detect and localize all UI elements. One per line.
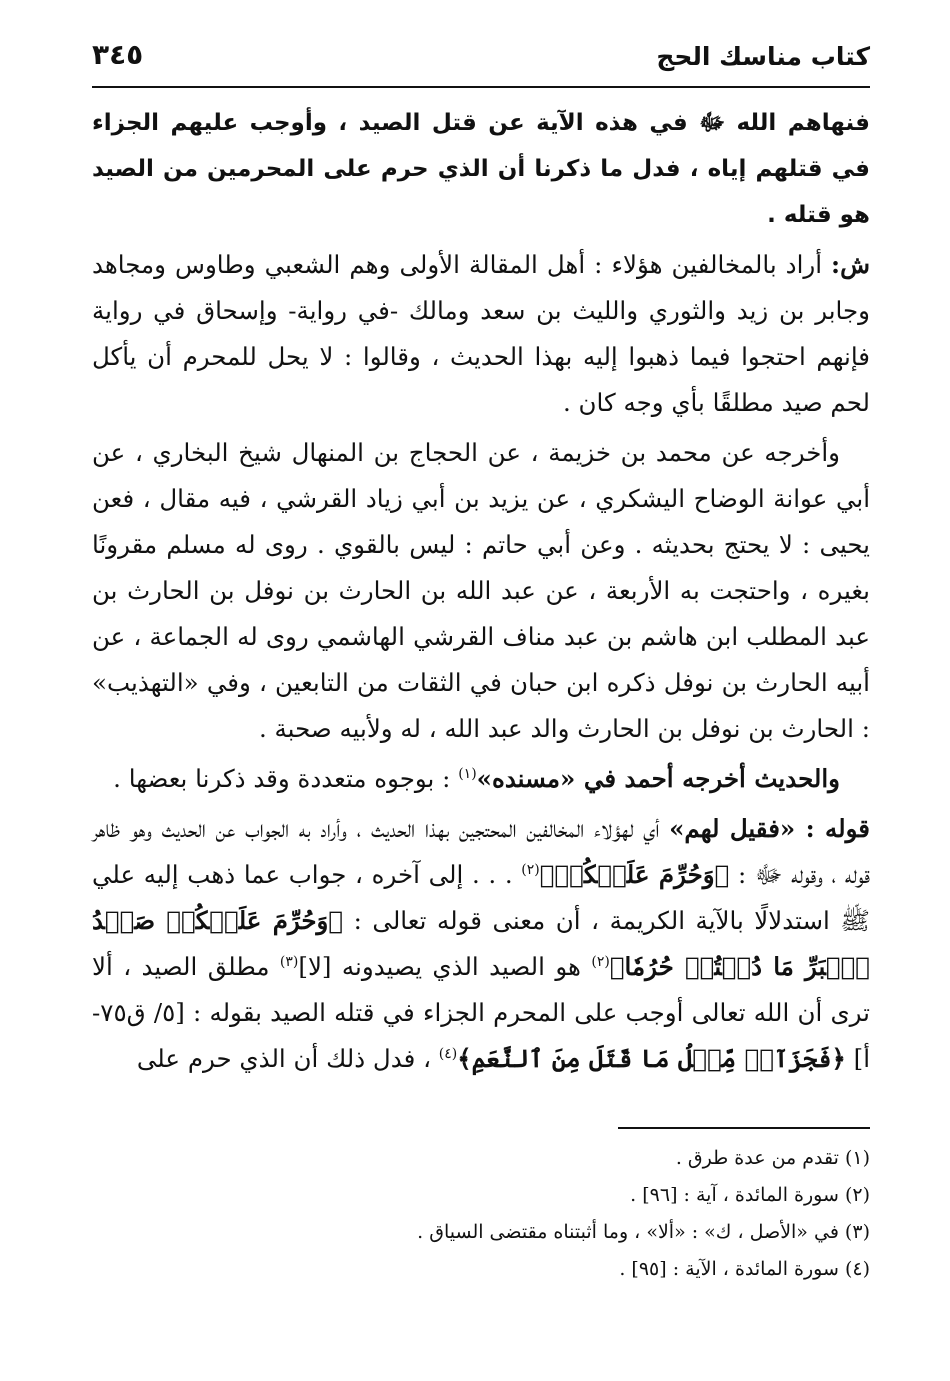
- footnote-1: (١) تقدم من عدة طرق .: [675, 1147, 870, 1169]
- qawluhu-text-4: مطلق الصيد ، ألا ترى أن الله تعالى أوجب على المحرم الجزاء في قتله الصيد بقوله : [٥/ ق٧٥-أ]: [92, 952, 870, 1073]
- matn-paragraph: [92, 100, 870, 238]
- qawluhu-text-5: ، فدل ذلك أن الذي حرم على: [136, 1044, 439, 1073]
- sharh-text: أراد بالمخالفين هؤلاء : أهل المقالة الأولى وهم الشعبي وطاوس ومجاهد وجابر بن زيد والثوري والليث بن سعد ومالك -في رواية- وإسحاق في رواية فإنهم احتجوا فيما ذهبوا إليه بهذا الحديث ، وقالوا : لا يحل للمحرم أن يأكل لحم صيد مطلقًا بأي وجه كان .: [92, 250, 870, 417]
- footnotes: [92, 1140, 870, 1288]
- running-title: كتاب مناسك الحج: [656, 42, 870, 71]
- footnote-ref-3: (٣): [279, 953, 299, 970]
- footnote-3: (٣) في «الأصل ، ك» : «ألا» ، وما أثبتناه مقتضى السياق .: [417, 1221, 870, 1243]
- qawluhu-text-2: . . . إلى آخره ، جواب عما ذهب إليه علي ﷺ استدلالًا بالآية الكريمة ، أن معنى قوله تعالى :: [92, 860, 870, 935]
- footnote-ref-2a: (٢): [521, 861, 540, 878]
- musnad-text: : بوجوه متعددة وقد ذكرنا بعضها .: [113, 764, 459, 793]
- page-header: [92, 34, 870, 88]
- qawluhu-text-1: أي لهؤلاء المخالفين المحتجين بهذا الحديث ، وأراد به الجواب عن الحديث وهو ظاهر قوله ، وقوله ﷻ :: [92, 814, 870, 889]
- qawluhu-text-3: هو الصيد الذي يصيدونه [لا]: [298, 952, 592, 981]
- musnad-paragraph: [92, 756, 870, 802]
- footnote-4: (٤) سورة المائدة ، الآية : [٩٥] .: [619, 1258, 870, 1280]
- page-number: ٣٤٥: [92, 38, 144, 71]
- isnad-text: وأخرجه عن محمد بن خزيمة ، عن الحجاج بن المنهال شيخ البخاري ، عن أبي عوانة الوضاح اليشكري ، عن يزيد بن أبي زياد القرشي ، فيه مقال ، فعن يحيى : لا يحتج بحديثه . وعن أبي حاتم : ليس بالقوي . روى له مسلم مقرونًا بغيره ، واحتجت به الأربعة ، عن عبد الله بن الحارث بن نوفل بن الحارث بن عبد المطلب ابن هاشم بن عبد مناف القرشي الهاشمي روى له الجماعة ، عن أبيه الحارث بن نوفل ذكره ابن حبان في الثقات من التابعين ، وفي «التهذيب» : الحارث بن نوفل بن الحارث والد عبد الله ، له ولأبيه صحبة .: [92, 438, 870, 743]
- quran-quote-3: ﴿فَجَزَآءٞ مِّثۡلُ مَا قَتَلَ مِنَ ٱلنَّعَمِ﴾: [457, 1044, 846, 1073]
- footnote-separator: [618, 1127, 870, 1129]
- qawluhu-label: قوله : «فقيل لهم»: [669, 814, 871, 843]
- musnad-bold-text: والحديث أخرجه أحمد في «مسنده»: [476, 764, 840, 793]
- footnote-ref-2b: (٢): [591, 953, 610, 970]
- sharh-paragraph: [92, 242, 870, 426]
- footnote-ref-4: (٤): [438, 1045, 458, 1062]
- main-text: [92, 100, 870, 1082]
- footnote-ref-1: (١): [458, 765, 477, 782]
- quran-quote-1: ﴿وَحُرِّمَ عَلَيۡكُمۡ﴾: [539, 860, 730, 889]
- isnad-paragraph: [92, 430, 870, 752]
- footnote-2: (٢) سورة المائدة ، آية : [٩٦] .: [630, 1184, 870, 1206]
- matn-text: فنهاهم الله ﷻ في هذه الآية عن قتل الصيد ، وأوجب عليهم الجزاء في قتلهم إياه ، فدل ما ذكرنا أن الذي حرم على المحرمين من الصيد هو قتله .: [92, 110, 870, 228]
- qawluhu-paragraph: [92, 806, 870, 1082]
- sharh-label: ش:: [831, 250, 870, 279]
- quran-quote-2: ﴿وَحُرِّمَ عَلَيۡكُمۡ صَيۡدُ ٱلۡبَرِّ مَا دُمۡتُمۡ حُرُمٗا﴾: [92, 906, 870, 981]
